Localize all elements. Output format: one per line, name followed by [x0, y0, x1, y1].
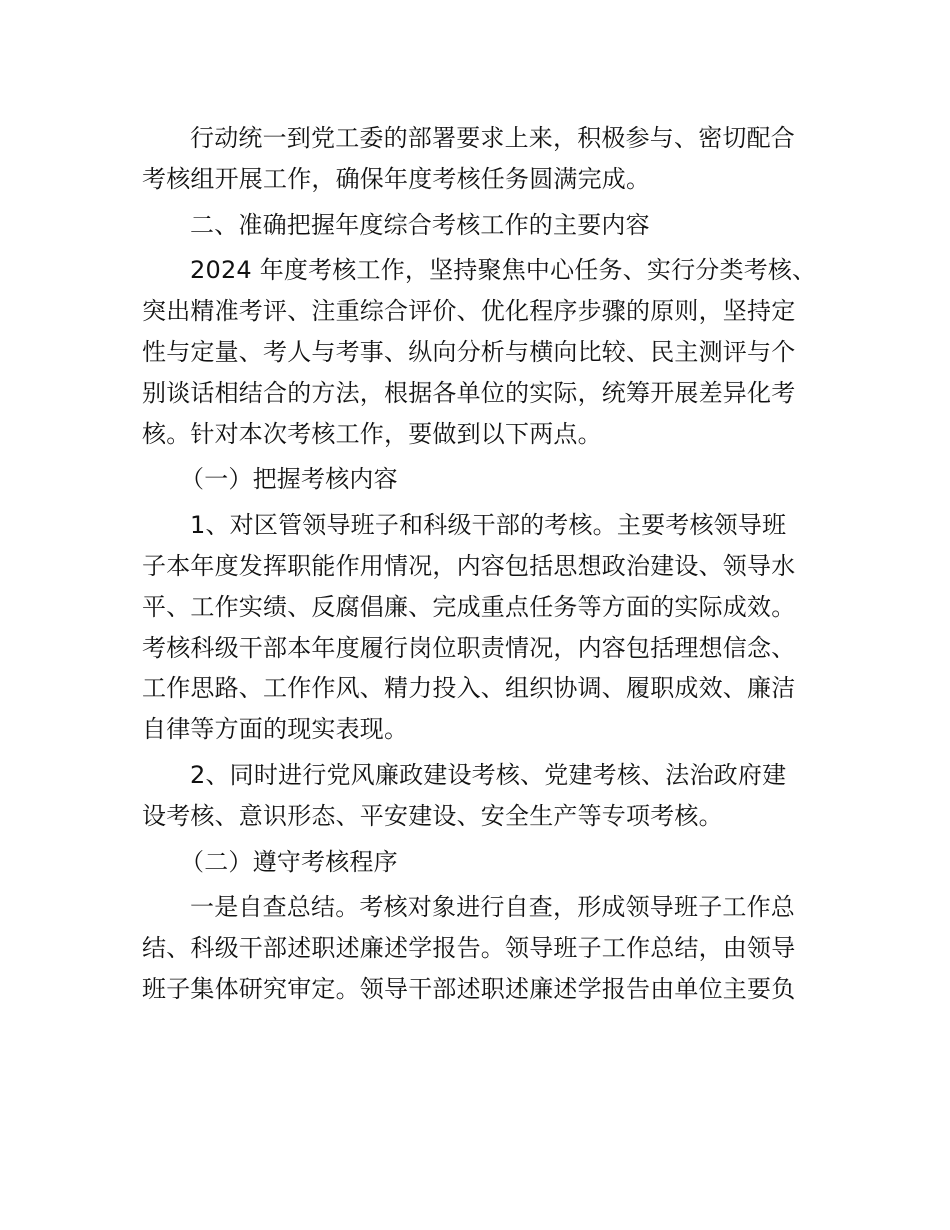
- heading-text: 二、准确把握年度综合考核工作的主要内容: [190, 210, 650, 239]
- subheading-1: [142, 459, 822, 500]
- text-line: 一是自查总结。考核对象进行自查，形成领导班子工作总: [190, 893, 795, 922]
- paragraph-intro-continuation: [142, 118, 822, 200]
- text-line: 行动统一到党工委的部署要求上来，积极参与、密切配合: [190, 124, 795, 152]
- text-line: 突出精准考评、注重综合评价、优化程序步骤的原则，坚持定: [142, 297, 796, 326]
- subheading-2: [142, 842, 822, 883]
- text-line: 平、工作实绩、反腐倡廉、完成重点任务等方面的实际成效。: [142, 592, 796, 621]
- text-line: 子本年度发挥职能作用情况，内容包括思想政治建设、领导水: [142, 551, 796, 580]
- text-line: 2024 年度考核工作，坚持聚焦中心任务、实行分类考核、: [190, 256, 817, 285]
- text-line: 结、科级干部述职述廉述学报告。领导班子工作总结，由领导: [142, 934, 796, 963]
- subheading-text: （一）把握考核内容: [180, 465, 398, 494]
- text-line: 性与定量、考人与考事、纵向分析与横向比较、民主测评与个: [142, 337, 796, 366]
- text-line: 2、同时进行党风廉政建设考核、党建考核、法治政府建: [190, 760, 787, 789]
- section-heading-2: [142, 205, 822, 246]
- text-line: 考核科级干部本年度履行岗位职责情况，内容包括理想信念、: [142, 633, 796, 662]
- text-line: 自律等方面的现实表现。: [142, 715, 409, 744]
- text-line: 设考核、意识形态、平安建设、安全生产等专项考核。: [142, 801, 723, 830]
- text-line: 别谈话相结合的方法，根据各单位的实际，统筹开展差异化考: [142, 378, 796, 407]
- paragraph-item-2: [142, 755, 822, 837]
- paragraph-2024-work: [142, 250, 822, 454]
- paragraph-self-review: [142, 887, 822, 1009]
- text-line: 考核组开展工作，确保年度考核任务圆满完成。: [142, 164, 651, 193]
- document-body: [142, 118, 822, 1010]
- subheading-text: （二）遵守考核程序: [180, 847, 398, 876]
- text-line: 工作思路、工作作风、精力投入、组织协调、履职成效、廉洁: [142, 674, 796, 703]
- paragraph-item-1: [142, 505, 822, 750]
- text-line: 核。针对本次考核工作，要做到以下两点。: [142, 419, 602, 448]
- text-line: 1、对区管领导班子和科级干部的考核。主要考核领导班: [190, 511, 787, 540]
- text-line: 班子集体研究审定。领导干部述职述廉述学报告由单位主要负: [142, 974, 796, 1003]
